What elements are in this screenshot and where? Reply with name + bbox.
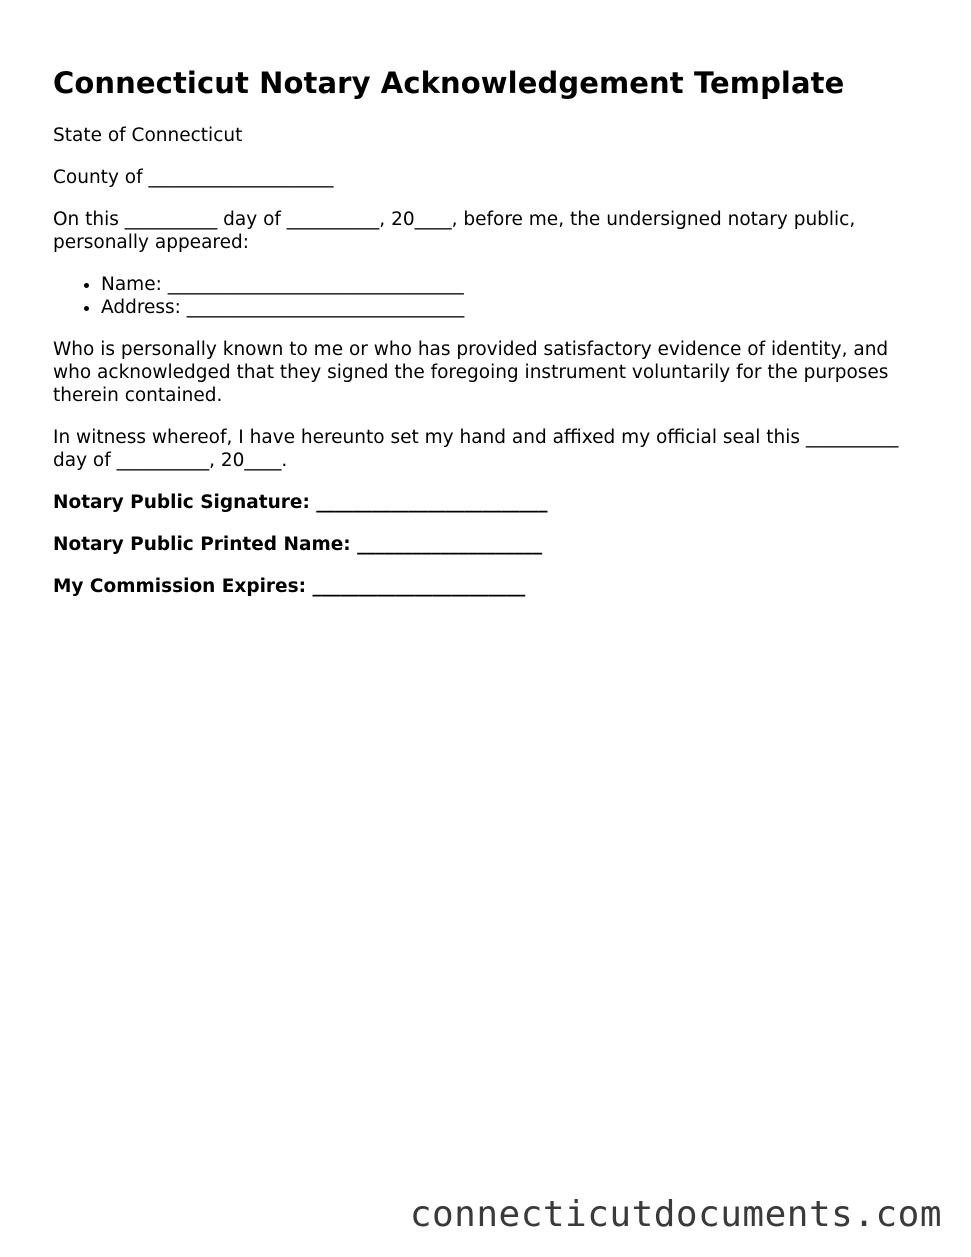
commission-expires-line: My Commission Expires: _______________________ bbox=[53, 576, 526, 597]
appearer-fields-list bbox=[53, 273, 923, 319]
document-page bbox=[53, 62, 923, 598]
name-field-item: • Name: ________________________________ bbox=[101, 273, 923, 296]
on-this-paragraph: On this __________ day of __________, 20____, before me, the undersigned notary public, personally appeared: bbox=[53, 209, 856, 253]
address-field-item: • Address: ______________________________ bbox=[101, 296, 923, 319]
notary-printed-name-line: Notary Public Printed Name: ____________________ bbox=[53, 534, 543, 555]
state-line: State of Connecticut bbox=[53, 125, 243, 146]
county-line: County of ____________________ bbox=[53, 167, 334, 188]
identity-paragraph: Who is personally known to me or who has provided satisfactory evidence of identity, and who acknowledged that they signed the foregoing instrument voluntarily for the purposes therein contained. bbox=[53, 339, 889, 406]
document-title: Connecticut Notary Acknowledgement Template bbox=[53, 66, 845, 100]
notary-signature-line: Notary Public Signature: _________________________ bbox=[53, 492, 548, 513]
watermark-text: connecticutdocuments.com bbox=[409, 1194, 942, 1235]
witness-paragraph: In witness whereof, I have hereunto set my hand and affixed my official seal this __________ day of __________, 20____. bbox=[53, 427, 899, 471]
